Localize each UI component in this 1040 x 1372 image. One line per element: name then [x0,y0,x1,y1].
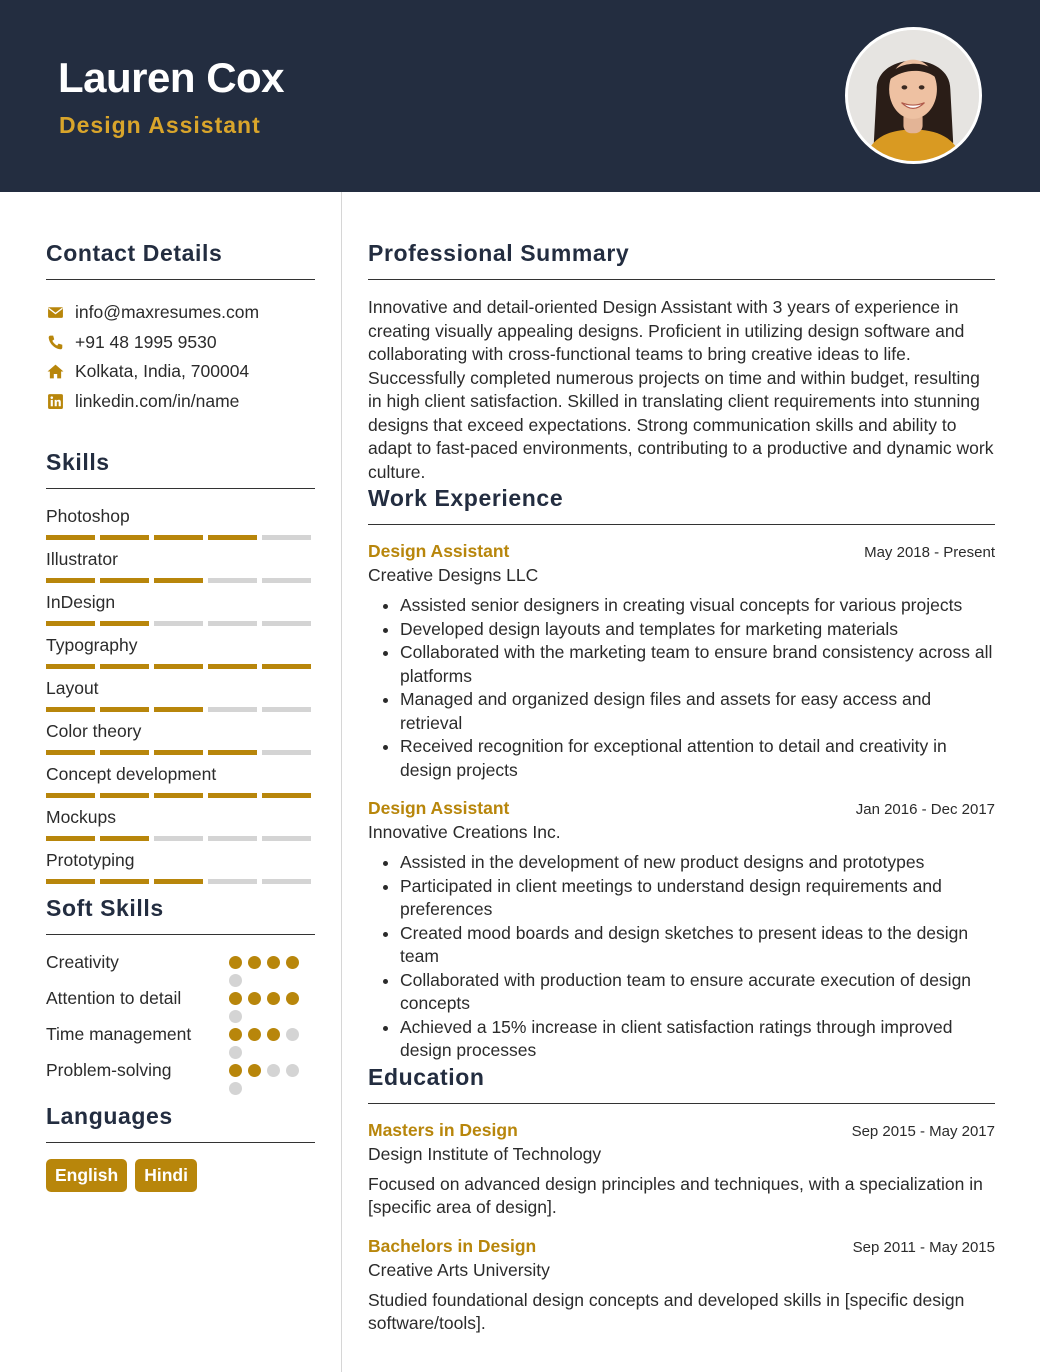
soft-skill-item [46,951,315,987]
skill-level-segment-empty [208,879,257,884]
skill-level-segment-filled [154,750,203,755]
rating-dot-filled [229,1064,242,1077]
skill-level-segment-filled [154,578,203,583]
skill-level-segment-empty [262,750,311,755]
skill-level-segment-empty [208,578,257,583]
skill-level-segment-empty [262,707,311,712]
rating-dot-filled [229,1028,242,1041]
education-header [368,1120,995,1141]
job-header [368,541,995,562]
skill-level-segment-filled [154,879,203,884]
section-divider [46,934,315,935]
soft-skills-list [46,951,315,1095]
summary-text: Innovative and detail-oriented Design Assistant with 3 years of experience in creating visually appealing designs. Proficient in utilizing design software and collaborating with cross-functional teams to bring creative ideas to life. Successfully completed numerous projects on time and within budget, resulting in high client satisfaction. Skilled in translating client requirements into stunning designs that exceed expectations. Strong communication skills and ability to adapt to fast-paced environments, contributing to a productive and dynamic work culture. [368,297,994,482]
skill-level-segment-filled [46,664,95,669]
column-divider [341,192,342,1372]
right-column [368,192,995,1336]
skill-level-segment-filled [46,879,95,884]
left-column [46,192,315,1192]
skill-level-segment-filled [154,793,203,798]
contact-address-text: Kolkata, India, 700004 [75,361,250,382]
skill-level-segment-filled [100,793,149,798]
skill-level-segment-filled [208,535,257,540]
skill-name: Mockups [46,807,117,827]
soft-skill-name: Creativity [46,952,119,972]
soft-skill-rating [229,1023,315,1059]
rating-dot-empty [229,1010,242,1023]
skill-level-segment-filled [46,707,95,712]
skill-item [46,505,315,548]
section-divider [46,279,315,280]
language-badge: English [46,1159,127,1192]
section-divider [368,1103,995,1104]
education-entry [368,1120,995,1220]
home-icon [46,363,64,381]
skill-level-bar [46,750,315,755]
soft-skill-name: Attention to detail [46,988,182,1008]
phone-icon [46,333,64,351]
skill-level-segment-filled [100,836,149,841]
skill-level-segment-empty [154,836,203,841]
language-badges [46,1159,315,1192]
skill-name: Illustrator [46,549,118,569]
job-bullet: • Collaborated with production team to ensure accurate execution of design concepts [400,969,995,1016]
skill-level-segment-filled [46,793,95,798]
skill-level-bar [46,664,315,669]
rating-dot-filled [267,992,280,1005]
skill-level-segment-filled [154,535,203,540]
skills-heading: Skills [46,449,110,475]
contact-section [46,240,315,416]
job-bullet: • Assisted senior designers in creating visual concepts for various projects [400,594,995,618]
skill-item [46,634,315,677]
job-bullet: • Achieved a 15% increase in client satisfaction ratings through improved design processes [400,1016,995,1063]
education-degree: Masters in Design [368,1119,518,1140]
soft-skill-rating [229,987,315,1023]
job-bullet: • Participated in client meetings to understand design requirements and preferences [400,875,995,922]
skill-level-segment-filled [154,664,203,669]
job-bullet: • Collaborated with the marketing team to ensure brand consistency across all platforms [400,641,995,688]
skill-name: Color theory [46,721,142,741]
skill-item [46,806,315,849]
rating-dot-empty [229,974,242,987]
education-header [368,1236,995,1257]
candidate-name: Lauren Cox [58,54,285,101]
skill-name: Photoshop [46,506,130,526]
job-entry [368,798,995,1063]
skill-level-segment-filled [100,621,149,626]
rating-dot-empty [286,1064,299,1077]
rating-dot-empty [286,1028,299,1041]
rating-dot-filled [267,956,280,969]
summary-heading: Professional Summary [368,240,630,266]
contact-address [46,357,315,387]
skill-level-bar [46,535,315,540]
skill-level-segment-filled [46,836,95,841]
soft-skill-rating [229,951,315,987]
skill-level-segment-empty [262,621,311,626]
rating-dot-filled [248,1064,261,1077]
soft-skill-rating [229,1059,315,1095]
job-bullet: • Created mood boards and design sketches to present ideas to the design team [400,922,995,969]
job-role: Design Assistant [368,798,510,818]
skill-level-bar [46,793,315,798]
education-degree: Bachelors in Design [368,1235,537,1256]
rating-dot-filled [248,956,261,969]
skill-item [46,720,315,763]
skill-level-segment-filled [154,707,203,712]
skill-level-segment-filled [100,707,149,712]
rating-dot-filled [286,956,299,969]
education-section [368,1064,995,1336]
skill-name: Layout [46,678,99,698]
section-divider [368,279,995,280]
rating-dot-filled [286,992,299,1005]
rating-dot-empty [267,1064,280,1077]
soft-skills-heading: Soft Skills [46,895,164,921]
linkedin-icon [46,392,64,410]
section-divider [46,1142,315,1143]
envelope-icon [46,304,64,322]
education-description: Focused on advanced design principles and techniques, with a specialization in [specific area of design]. [368,1173,983,1217]
skill-level-segment-filled [46,578,95,583]
skills-section [46,449,315,892]
skill-level-segment-empty [208,621,257,626]
job-dates: Jan 2016 - Dec 2017 [855,801,995,818]
skill-name: Concept development [46,764,217,784]
job-role: Design Assistant [368,541,510,561]
language-badge: Hindi [135,1159,197,1192]
job-bullet: • Assisted in the development of new product designs and prototypes [400,851,995,875]
skill-level-bar [46,836,315,841]
skill-level-segment-filled [46,535,95,540]
soft-skills-section [46,895,315,1095]
skill-level-segment-filled [262,664,311,669]
soft-skill-item [46,1023,315,1059]
skill-level-segment-empty [208,836,257,841]
job-bullet: • Managed and organized design files and assets for easy access and retrieval [400,688,995,735]
languages-section [46,1103,315,1192]
rating-dot-filled [229,992,242,1005]
experience-heading: Work Experience [368,485,564,511]
job-company: Innovative Creations Inc. [368,822,561,842]
skill-level-segment-filled [262,793,311,798]
contact-heading: Contact Details [46,240,223,266]
resume-header [0,0,1040,192]
rating-dot-filled [248,1028,261,1041]
profile-photo-illustration [848,30,979,161]
candidate-title: Design Assistant [59,112,261,138]
job-header [368,798,995,819]
contact-list [46,298,315,416]
education-school: Design Institute of Technology [368,1143,602,1164]
job-entry [368,541,995,782]
education-description: Studied foundational design concepts and developed skills in [specific design software/tools]. [368,1289,965,1333]
skill-item [46,849,315,892]
contact-email[interactable] [46,298,315,328]
skill-item [46,591,315,634]
skill-level-segment-filled [208,750,257,755]
rating-dot-filled [267,1028,280,1041]
skill-name: Prototyping [46,850,135,870]
skill-level-segment-filled [46,750,95,755]
rating-dot-filled [248,992,261,1005]
skill-level-segment-filled [100,750,149,755]
skill-level-segment-filled [100,578,149,583]
skill-level-bar [46,707,315,712]
education-entry [368,1236,995,1336]
skill-name: InDesign [46,592,116,612]
contact-email-text: info@maxresumes.com [75,302,260,323]
soft-skill-item [46,987,315,1023]
skill-level-segment-empty [262,535,311,540]
skill-level-segment-empty [262,578,311,583]
summary-section [368,240,995,484]
skill-item [46,677,315,720]
skill-level-segment-filled [100,664,149,669]
section-divider [46,488,315,489]
skill-level-segment-filled [208,664,257,669]
rating-dot-empty [229,1046,242,1059]
skill-level-segment-empty [262,836,311,841]
education-dates: Sep 2015 - May 2017 [851,1122,995,1140]
contact-phone[interactable] [46,328,315,358]
contact-linkedin[interactable] [46,387,315,417]
soft-skill-name: Time management [46,1024,192,1044]
skill-level-segment-filled [100,535,149,540]
job-bullets [368,851,995,1063]
job-bullets [368,594,995,782]
skill-level-bar [46,578,315,583]
skill-level-segment-filled [208,793,257,798]
job-company: Creative Designs LLC [368,565,539,585]
languages-heading: Languages [46,1103,173,1129]
skill-item [46,763,315,806]
skill-item [46,548,315,591]
soft-skill-name: Problem-solving [46,1060,172,1080]
education-dates: Sep 2011 - May 2015 [852,1238,995,1256]
skill-level-segment-filled [100,879,149,884]
skills-list [46,505,315,892]
contact-linkedin-text: linkedin.com/in/name [75,390,240,411]
skill-level-bar [46,879,315,884]
contact-phone-text: +91 48 1995 9530 [75,331,217,352]
experience-section [368,485,995,1063]
section-divider [368,524,995,525]
skill-level-segment-filled [46,621,95,626]
profile-photo [845,27,982,164]
job-bullet: • Developed design layouts and templates for marketing materials [400,618,995,642]
skill-name: Typography [46,635,138,655]
job-dates: May 2018 - Present [864,544,995,561]
rating-dot-empty [229,1082,242,1095]
skill-level-segment-empty [154,621,203,626]
education-school: Creative Arts University [368,1259,550,1280]
rating-dot-filled [229,956,242,969]
job-bullet: • Received recognition for exceptional attention to detail and creativity in design projects [400,735,995,782]
skill-level-bar [46,621,315,626]
skill-level-segment-empty [262,879,311,884]
soft-skill-item [46,1059,315,1095]
education-heading: Education [368,1063,485,1090]
skill-level-segment-empty [208,707,257,712]
